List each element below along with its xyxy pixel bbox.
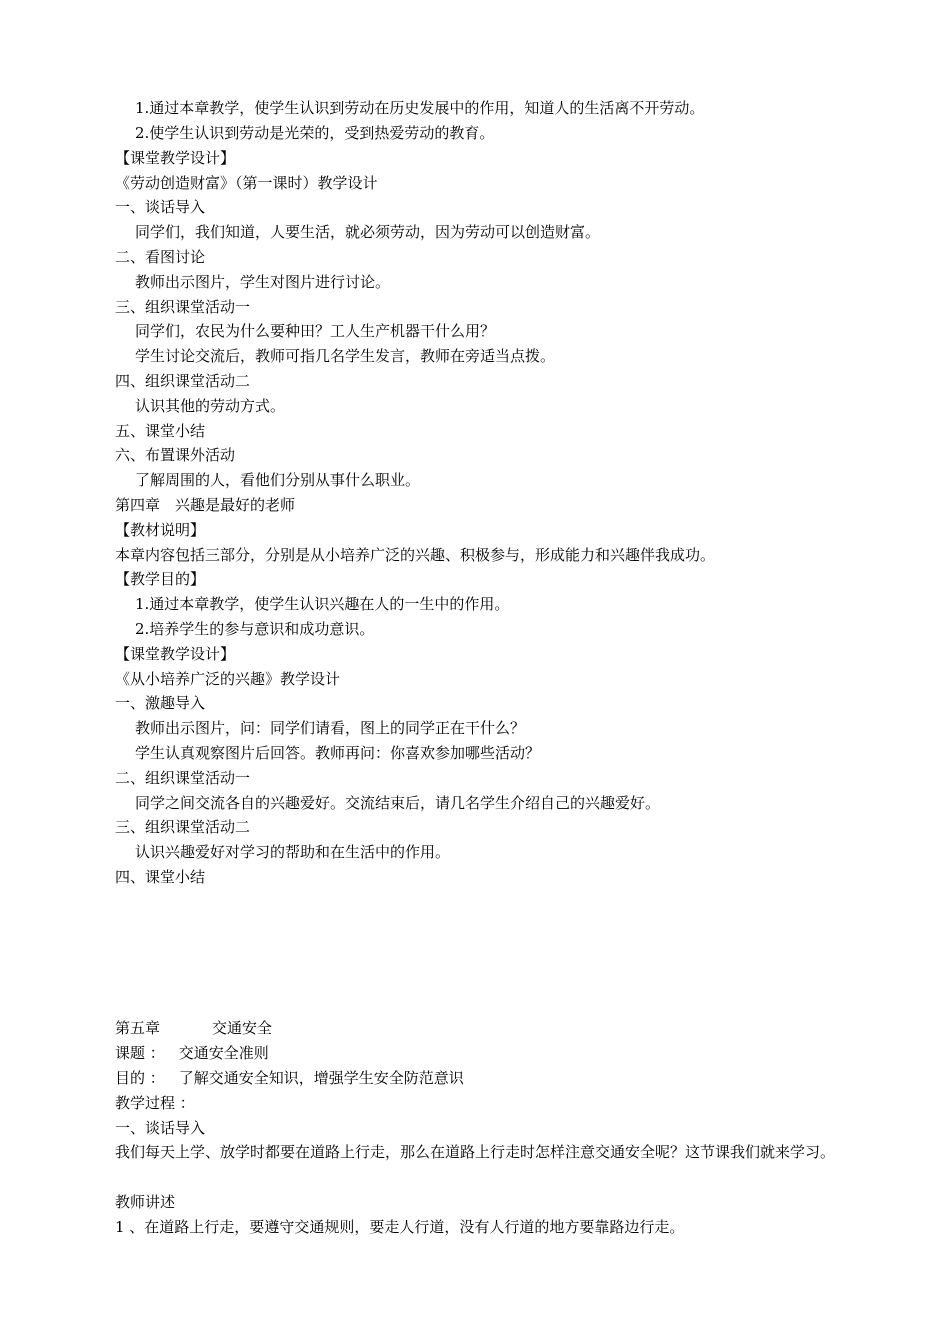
goal-row xyxy=(115,1066,840,1091)
goal-item-2: 2.使学生认识到劳动是光荣的，受到热爱劳动的教育。 xyxy=(135,124,495,142)
process-label: 教学过程 ： xyxy=(115,1094,195,1112)
step-heading: 二、看图讨论 xyxy=(115,248,206,266)
step-text: 我们每天上学、放学时都要在道路上行走，那么在道路上行走时怎样注意交通安全呢？这节课我们就来学习。 xyxy=(115,1143,836,1161)
lesson-title: 《劳动创造财富》（第一课时）教学设计 xyxy=(115,174,378,192)
purpose-item-1: 1.通过本章教学，使学生认识兴趣在人的一生中的作用。 xyxy=(135,595,510,613)
topic-value: 交通安全准则 xyxy=(178,1044,269,1062)
step-text: 了解周围的人，看他们分别从事什么职业。 xyxy=(135,471,421,489)
goal-item-1: 1.通过本章教学，使学生认识到劳动在历史发展中的作用，知道人的生活离不开劳动。 xyxy=(135,99,705,117)
step-text: 同学们，我们知道，人要生活，就必须劳动，因为劳动可以创造财富。 xyxy=(135,223,601,241)
step-heading: 六、布置课外活动 xyxy=(115,446,236,464)
step-heading: 三、组织课堂活动一 xyxy=(115,298,251,316)
step-heading: 一、激趣导入 xyxy=(115,694,206,712)
purpose-heading: 【教学目的】 xyxy=(115,570,206,588)
design-heading: 【课堂教学设计】 xyxy=(115,645,236,663)
topic-row xyxy=(115,1041,840,1066)
step-text: 学生讨论交流后，教师可指几名学生发言，教师在旁适当点拨。 xyxy=(135,347,556,365)
purpose-item-2: 2.培养学生的参与意识和成功意识。 xyxy=(135,620,375,638)
goal-value: 了解交通安全知识，增强学生安全防范意识 xyxy=(178,1069,464,1087)
step-text: 认识其他的劳动方式。 xyxy=(135,397,286,415)
step-heading: 二、组织课堂活动一 xyxy=(115,769,251,787)
step-text: 学生认真观察图片后回答。教师再问：你喜欢参加哪些活动？ xyxy=(135,744,541,762)
step-heading: 五、课堂小结 xyxy=(115,422,206,440)
material-heading: 【教材说明】 xyxy=(115,521,206,539)
material-text: 本章内容包括三部分，分别是从小培养广泛的兴趣、积极参与，形成能力和兴趣伴我成功。 xyxy=(115,546,716,564)
chapter5-title-row xyxy=(115,1016,840,1041)
lesson-title: 《从小培养广泛的兴趣》教学设计 xyxy=(115,670,341,688)
step-text: 教师出示图片，学生对图片进行讨论。 xyxy=(135,273,391,291)
step-text: 同学之间交流各自的兴趣爱好。交流结束后，请几名学生介绍自己的兴趣爱好。 xyxy=(135,794,661,812)
chapter-label: 第五章 xyxy=(115,1019,161,1037)
topic-label: 课题 ： xyxy=(115,1044,165,1062)
chapter-name: 交通安全 xyxy=(212,1019,273,1037)
design-heading: 【课堂教学设计】 xyxy=(115,149,236,167)
step-heading: 四、课堂小结 xyxy=(115,868,206,886)
narration-heading: 教师讲述 xyxy=(115,1193,176,1211)
point-item-1: 1 、在道路上行走，要遵守交通规则，要走人行道，没有人行道的地方要靠路边行走。 xyxy=(115,1218,685,1236)
step-text: 教师出示图片，问：同学们请看，图上的同学正在干什么？ xyxy=(135,719,526,737)
step-heading: 一、谈话导入 xyxy=(115,198,206,216)
step-heading: 一、谈话导入 xyxy=(115,1119,206,1137)
step-text: 认识兴趣爱好对学习的帮助和在生活中的作用。 xyxy=(135,843,451,861)
step-heading: 三、组织课堂活动二 xyxy=(115,818,251,836)
goal-label: 目的 ： xyxy=(115,1069,165,1087)
step-text: 同学们，农民为什么要种田？工人生产机器干什么用？ xyxy=(135,322,496,340)
chapter-title: 第四章 兴趣是最好的老师 xyxy=(115,496,296,514)
step-heading: 四、组织课堂活动二 xyxy=(115,372,251,390)
